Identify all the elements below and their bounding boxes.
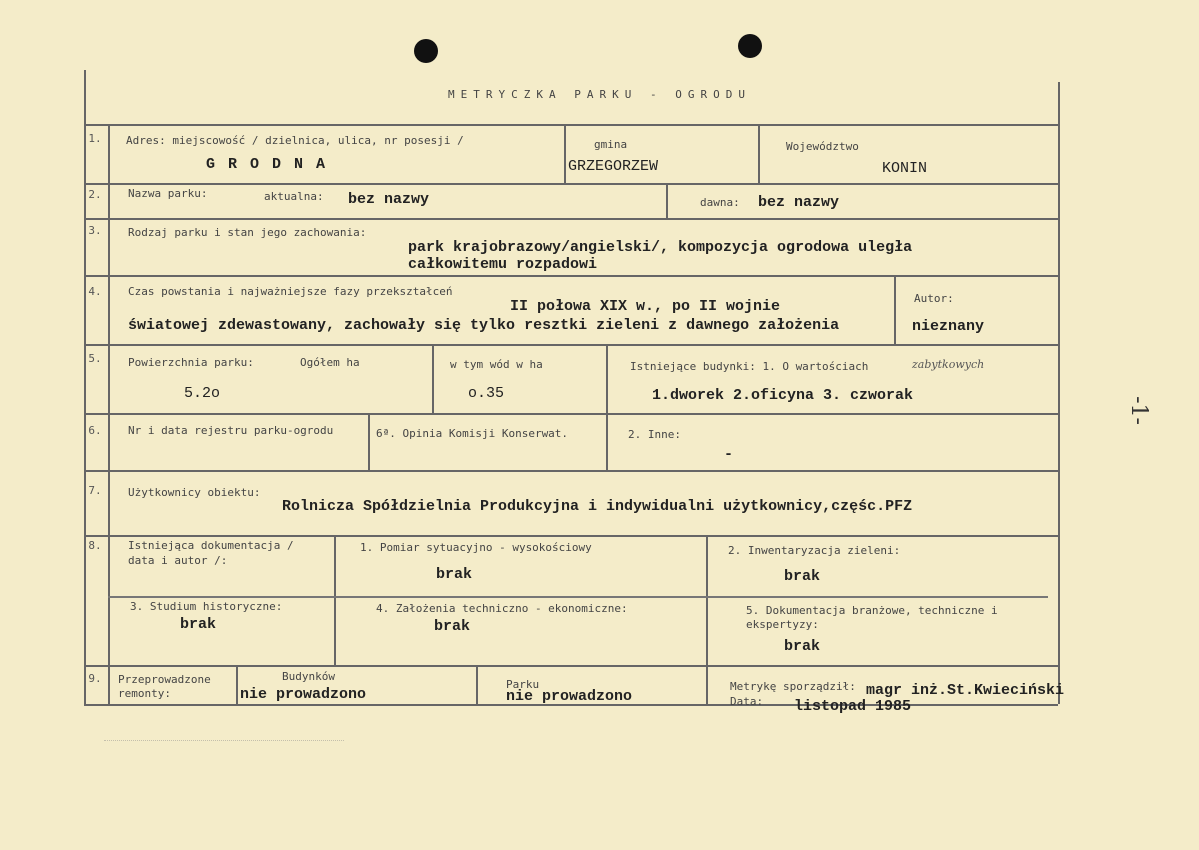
survey-value: brak — [436, 566, 473, 583]
row4-divider — [894, 275, 896, 344]
row9-divider-b — [476, 665, 478, 704]
row1-divider-b — [758, 124, 760, 183]
row-divider-6 — [84, 413, 1058, 415]
former-name-value: bez nazwy — [758, 194, 840, 211]
park-type-label: Rodzaj parku i stan jego zachowania: — [128, 226, 367, 239]
history-phases-value-line1: II połowa XIX w., po II wojnie — [510, 298, 781, 315]
users-value: Rolnicza Spółdzielnia Produkcyjna i indywidualni użytkownicy,częśc.PFZ — [282, 498, 913, 515]
inventory-label: 2. Inwentaryzacja zieleni: — [728, 544, 901, 557]
repairs-buildings-value: nie prowadzono — [240, 686, 367, 703]
row8-divider-a — [334, 535, 336, 665]
branch-docs-label: 5. Dokumentacja branżowe, techniczne i ekspertyzy: — [746, 604, 998, 631]
buildings-label: Istniejące budynki: 1. O wartościach — [630, 360, 869, 373]
voivodeship-label: Województwo — [786, 140, 859, 153]
date-label: Data: — [730, 695, 764, 708]
row1-divider-a — [564, 124, 566, 183]
history-phases-label: Czas powstania i najważniejsze fazy przekształceń — [128, 285, 453, 298]
gmina-value: GRZEGORZEW — [568, 158, 659, 175]
date-value: listopad 1985 — [794, 698, 912, 715]
row-number-9: 9. — [88, 672, 102, 685]
voivodeship-value: KONIN — [882, 160, 928, 177]
park-type-value: park krajobrazowy/angielski/, kompozycja ogrodowa uległa całkowitemu rozpadowi — [408, 239, 913, 273]
row5-divider-b — [606, 344, 608, 413]
row-number-1: 1. — [88, 132, 102, 145]
commission-opinion-label: 6ª. Opinia Komisji Konserwat. — [376, 427, 569, 440]
author-value: nieznany — [912, 318, 985, 335]
prepared-by-label: Metrykę sporządził: — [730, 680, 856, 693]
historical-study-value: brak — [180, 616, 217, 633]
row-number-3: 3. — [88, 224, 102, 237]
row5-divider-a — [432, 344, 434, 413]
row-divider-1 — [84, 124, 1058, 126]
form-title: METRYCZKA PARKU - OGRODU — [448, 88, 751, 101]
other-value: - — [724, 446, 734, 463]
users-label: Użytkownicy obiektu: — [128, 486, 261, 499]
row-divider-4 — [84, 275, 1058, 277]
documentation-label: Istniejąca dokumentacja / data i autor /: — [128, 539, 294, 567]
current-name-label: aktualna: — [264, 190, 324, 203]
tech-econ-value: brak — [434, 618, 471, 635]
survey-label: 1. Pomiar sytuacyjno - wysokościowy — [360, 541, 592, 554]
repairs-park-label: Parku — [506, 678, 540, 691]
address-label: Adres: miejscowość / dzielnica, ulica, nr posesji / — [126, 134, 464, 147]
inventory-value: brak — [784, 568, 821, 585]
row-divider-3 — [84, 218, 1058, 220]
row9-divider-c — [706, 665, 708, 704]
former-name-label: dawna: — [700, 196, 740, 209]
frame-right — [1058, 82, 1060, 704]
row6-divider-b — [606, 413, 608, 470]
repairs-buildings-label: Budynków — [282, 670, 335, 683]
row-number-7: 7. — [88, 484, 102, 497]
other-label: 2. Inne: — [628, 428, 681, 441]
history-phases-value-line2: światowej zdewastowany, zachowały się tylko resztki zieleni z dawnego założenia — [128, 317, 840, 334]
author-label: Autor: — [914, 292, 954, 305]
row-number-8: 8. — [88, 539, 102, 552]
water-area-label: w tym wód w ha — [450, 358, 543, 371]
row-number-4: 4. — [88, 285, 102, 298]
punch-hole-left — [414, 39, 438, 63]
row8-inner-divider — [108, 596, 1048, 598]
punch-hole-right — [738, 34, 762, 58]
gmina-label: gmina — [594, 138, 628, 151]
prepared-by-value: magr inż.St.Kwieciński — [866, 682, 1065, 699]
row-number-5: 5. — [88, 352, 102, 365]
repairs-park-value: nie prowadzono — [506, 688, 633, 705]
tech-econ-label: 4. Założenia techniczno - ekonomiczne: — [376, 602, 628, 615]
address-value: G R O D N A — [206, 156, 328, 173]
branch-docs-value: brak — [784, 638, 821, 655]
area-label: Powierzchnia parku: — [128, 356, 254, 369]
row8-divider-b — [706, 535, 708, 665]
repairs-label: Przeprowadzone remonty: — [118, 673, 211, 700]
row9-divider-a — [236, 665, 238, 704]
park-name-label: Nazwa parku: — [128, 187, 208, 200]
water-area-value: o.35 — [468, 385, 505, 402]
total-area-label: Ogółem ha — [300, 356, 360, 369]
row-number-2: 2. — [88, 188, 102, 201]
historical-study-label: 3. Studium historyczne: — [130, 600, 283, 613]
total-area-value: 5.2o — [184, 385, 221, 402]
row-divider-9 — [84, 665, 1058, 667]
row-divider-2 — [84, 183, 1058, 185]
row-divider-8 — [84, 535, 1058, 537]
faded-bleedthrough — [104, 740, 344, 749]
row-number-6: 6. — [88, 424, 102, 437]
row2-divider — [666, 183, 668, 218]
current-name-value: bez nazwy — [348, 191, 430, 208]
buildings-value: 1.dworek 2.oficyna 3. czworak — [652, 387, 914, 404]
page-number-mark: -1- — [1125, 396, 1151, 425]
row-divider-7 — [84, 470, 1058, 472]
register-label: Nr i data rejestru parku-ogrodu — [128, 424, 334, 437]
row6-divider-a — [368, 413, 370, 470]
row-divider-5 — [84, 344, 1058, 346]
buildings-handwritten-note: zabytkowych — [912, 358, 985, 371]
frame-left — [84, 70, 86, 706]
